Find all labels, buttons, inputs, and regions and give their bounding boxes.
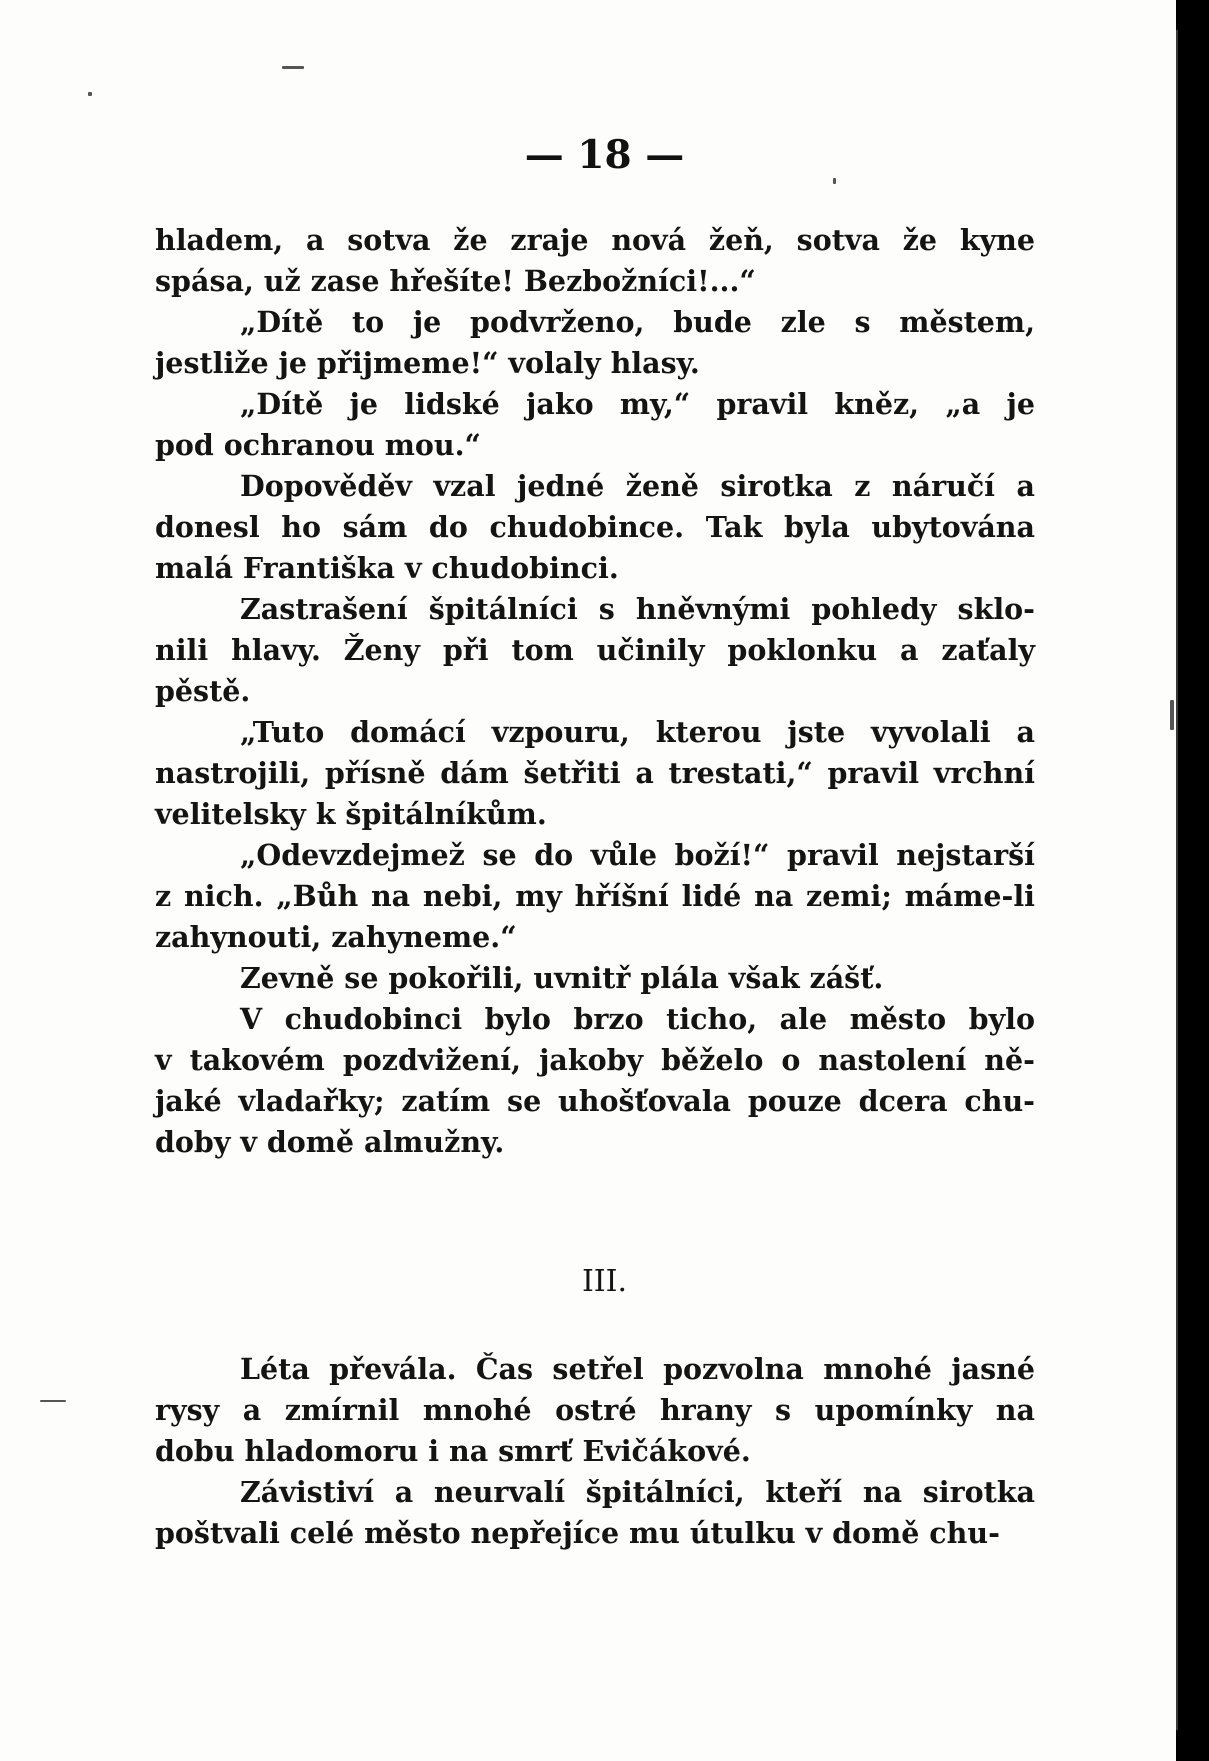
text-line: „Tuto domácí vzpouru, kterou jste vyvolali a xyxy=(240,715,1035,749)
text-line: jestliže je přijmeme!“ volaly hlasy. xyxy=(155,346,700,380)
text-line: V chudobinci bylo brzo ticho, ale město bylo xyxy=(240,1002,1035,1036)
text-line: rysy a zmírnil mnohé ostré hrany s upomínky na xyxy=(155,1393,1035,1427)
text-line: nili hlavy. Ženy při tom učinily poklonku a zaťaly xyxy=(155,633,1035,667)
text-line: Zastrašení špitálníci s hněvnými pohledy sklo- xyxy=(240,592,1035,626)
text-line: z nich. „Bůh na nebi, my hříšní lidé na zemi; máme-li xyxy=(155,879,1035,913)
scan-speck xyxy=(1170,700,1174,730)
text-line: jaké vladařky; zatím se uhošťovala pouze dcera chu- xyxy=(155,1084,1035,1118)
scan-speck xyxy=(40,1400,66,1402)
text-line: „Odevzdejmež se do vůle boží!“ pravil nejstarší xyxy=(240,838,1035,872)
page-edge-line xyxy=(1176,30,1178,1730)
text-line: velitelsky k špitálníkům. xyxy=(155,797,547,831)
text-line: dobu hladomoru i na smrť Evičákové. xyxy=(155,1434,751,1468)
text-line: v takovém pozdvižení, jakoby běželo o nastolení ně- xyxy=(155,1043,1035,1077)
text-line: zahynouti, zahyneme.“ xyxy=(155,920,517,954)
scan-speck xyxy=(88,92,92,96)
text-line: „Dítě je lidské jako my,“ pravil kněz, „a je xyxy=(240,387,1035,421)
text-line: Zevně se pokořili, uvnitř plála však zášť. xyxy=(240,961,884,995)
text-line: poštvali celé město nepřejíce mu útulku v domě chu- xyxy=(155,1516,1000,1550)
text-line: hladem, a sotva že zraje nová žeň, sotva že kyne xyxy=(155,223,1035,257)
text-line: pod ochranou mou.“ xyxy=(155,428,481,462)
text-line: malá Františka v chudobinci. xyxy=(155,551,619,585)
chapter-heading: III. xyxy=(581,1264,628,1299)
text-line: nastrojili, přísně dám šetřiti a trestati,“ pravil vrchní xyxy=(155,756,1035,790)
text-line: spása, už zase hřešíte! Bezbožníci!...“ xyxy=(155,264,756,298)
text-line: doby v domě almužny. xyxy=(155,1125,505,1159)
scan-border xyxy=(1176,0,1209,1761)
text-line: pěstě. xyxy=(155,674,251,708)
body-text-top xyxy=(155,220,1035,1163)
text-line: Léta převála. Čas setřel pozvolna mnohé jasné xyxy=(240,1352,1035,1386)
scan-speck xyxy=(833,178,836,184)
text-line: Dopověděv vzal jedné ženě sirotka z náručí a xyxy=(240,469,1035,503)
scan-speck xyxy=(282,66,304,69)
text-line: donesl ho sám do chudobince. Tak byla ubytována xyxy=(155,510,1035,544)
text-line: Závistiví a neurvalí špitálníci, kteří na sirotka xyxy=(240,1475,1035,1509)
page-number: — 18 — xyxy=(524,132,685,178)
body-text-bottom xyxy=(155,1349,1035,1554)
text-line: „Dítě to je podvrženo, bude zle s městem, xyxy=(240,305,1035,339)
